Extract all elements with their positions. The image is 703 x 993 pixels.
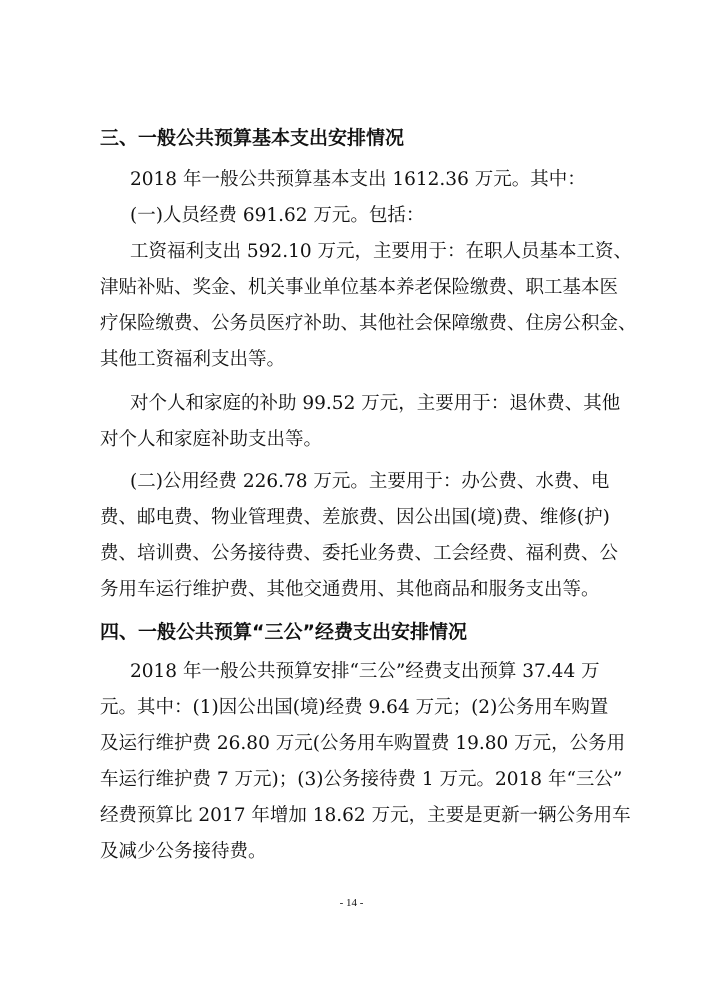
- paragraph-line: (二)公用经费 226.78 万元。主要用于：办公费、水费、电: [130, 471, 610, 492]
- paragraph-line: 2018 年一般公共预算安排“三公”经费支出预算 37.44 万: [130, 661, 600, 682]
- paragraph-line: 务用车运行维护费、其他交通费用、其他商品和服务支出等。: [100, 579, 600, 600]
- paragraph-line: 工资福利支出 592.10 万元，主要用于：在职人员基本工资、: [130, 241, 632, 262]
- paragraph-line: 车运行维护费 7 万元)；(3)公务接待费 1 万元。2018 年“三公”: [100, 769, 623, 790]
- paragraph-line: 2018 年一般公共预算基本支出 1612.36 万元。其中：: [130, 169, 586, 190]
- section-heading-three-public-expenses: 四、一般公共预算“三公”经费支出安排情况: [100, 621, 467, 643]
- paragraph-line: 津贴补贴、奖金、机关事业单位基本养老保险缴费、职工基本医: [100, 277, 619, 298]
- paragraph-line: 及减少公务接待费。: [100, 841, 267, 862]
- paragraph-line: 其他工资福利支出等。: [100, 349, 286, 370]
- section-heading-general-budget-basic-expenditure: 三、一般公共预算基本支出安排情况: [100, 127, 405, 149]
- paragraph-line: 疗保险缴费、公务员医疗补助、其他社会保障缴费、住房公积金、: [100, 313, 637, 334]
- paragraph-line: 对个人和家庭的补助 99.52 万元，主要用于：退休费、其他: [130, 393, 621, 414]
- paragraph-line: 经费预算比 2017 年增加 18.62 万元，主要是更新一辆公务用车: [100, 805, 631, 826]
- paragraph-line: (一)人员经费 691.62 万元。包括：: [130, 205, 425, 226]
- paragraph-line: 及运行维护费 26.80 万元(公务用车购置费 19.80 万元，公务用: [100, 733, 626, 754]
- paragraph-line: 对个人和家庭补助支出等。: [100, 429, 323, 450]
- paragraph-line: 费、培训费、公务接待费、委托业务费、工会经费、福利费、公: [100, 543, 619, 564]
- paragraph-line: 费、邮电费、物业管理费、差旅费、因公出国(境)费、维修(护): [100, 507, 610, 528]
- paragraph-line: 元。其中：(1)因公出国(境)经费 9.64 万元；(2)公务用车购置: [100, 697, 609, 718]
- page-number: - 14 -: [339, 897, 364, 909]
